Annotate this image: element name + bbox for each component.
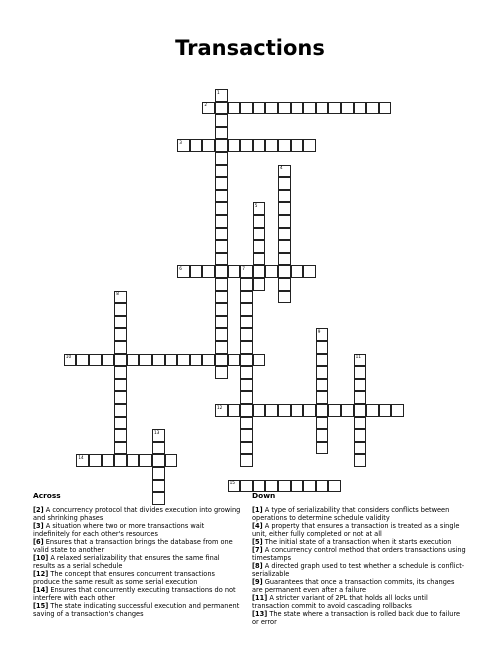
clue-across: [10] A relaxed serializability that ensures the same final results as a serial schedule [33, 554, 220, 570]
clue-across: [15] The state indicating successful execution and permanent saving of a transaction's changes [33, 602, 240, 618]
grid-cell[interactable] [316, 102, 329, 115]
grid-cell[interactable] [291, 404, 304, 417]
grid-cell[interactable] [253, 228, 266, 241]
grid-cell[interactable] [152, 354, 165, 367]
grid-cell[interactable] [354, 391, 367, 404]
grid-cell[interactable] [240, 278, 253, 291]
cell-number: 7 [242, 265, 245, 271]
grid-cell[interactable] [114, 454, 127, 467]
grid-cell[interactable] [127, 354, 140, 367]
grid-cell[interactable] [316, 404, 329, 417]
grid-cell[interactable] [139, 454, 152, 467]
grid-cell[interactable] [278, 202, 291, 215]
grid-cell[interactable] [114, 341, 127, 354]
down-heading: Down [252, 491, 276, 500]
grid-cell[interactable] [228, 480, 241, 493]
cell-number: 14 [78, 454, 84, 460]
grid-cell[interactable] [303, 102, 316, 115]
grid-cell[interactable] [228, 102, 241, 115]
grid-cell[interactable] [177, 354, 190, 367]
clue-across: [14] Ensures that concurrently executing transactions do not interfere with each other [33, 586, 236, 602]
cell-number: 1 [217, 89, 220, 95]
grid-cell[interactable] [354, 379, 367, 392]
grid-cell[interactable] [379, 102, 392, 115]
grid-cell[interactable] [215, 202, 228, 215]
cell-number: 5 [254, 202, 258, 208]
grid-cell[interactable] [265, 265, 278, 278]
grid-cell[interactable] [228, 265, 241, 278]
grid-cell[interactable] [152, 442, 165, 455]
cell-number: 6 [179, 265, 182, 271]
clue-across: [2] A concurrency protocol that divides execution into growing and shrinking phases [33, 506, 241, 522]
grid-cell[interactable] [240, 379, 253, 392]
grid-cell[interactable] [127, 454, 140, 467]
cell-number: 9 [317, 328, 321, 334]
across-clues [33, 492, 243, 618]
grid-cell[interactable] [240, 265, 253, 278]
grid-cell[interactable] [316, 354, 329, 367]
grid-cell[interactable] [278, 102, 291, 115]
grid-cell[interactable] [240, 366, 253, 379]
grid-cell[interactable] [265, 102, 278, 115]
grid-cell[interactable] [265, 139, 278, 152]
grid-cell[interactable] [114, 379, 127, 392]
grid-cell[interactable] [215, 366, 228, 379]
clue-down: [11] A stricter variant of 2PL that holds all locks until transaction commit to avoid cascading rollbacks [252, 594, 428, 610]
clue-down: [4] A property that ensures a transaction is treated as a single unit, either fully completed or not at all [252, 522, 460, 538]
grid-cell[interactable] [341, 404, 354, 417]
clue-across: [12] The concept that ensures concurrent transactions produce the same result as some serial execution [33, 570, 215, 586]
grid-cell[interactable] [316, 341, 329, 354]
grid-cell[interactable] [253, 139, 266, 152]
clue-down: [1] A type of serializability that considers conflicts between operations to determine schedule validity [252, 506, 450, 522]
grid-cell[interactable] [278, 240, 291, 253]
grid-cell[interactable] [253, 102, 266, 115]
grid-cell[interactable] [114, 354, 127, 367]
grid-cell[interactable] [391, 404, 404, 417]
grid-cell[interactable] [152, 467, 165, 480]
grid-cell[interactable] [265, 404, 278, 417]
grid-cell[interactable] [354, 442, 367, 455]
grid-cell[interactable] [328, 480, 341, 493]
grid-cell[interactable] [278, 215, 291, 228]
grid-cell[interactable] [215, 354, 228, 367]
grid-cell[interactable] [228, 354, 241, 367]
clue-down: [13] The state where a transaction is rolled back due to failure or error [252, 610, 461, 626]
grid-cell[interactable] [291, 480, 304, 493]
grid-cell[interactable] [102, 454, 115, 467]
grid-cell[interactable] [190, 354, 203, 367]
clue-down: [5] The initial state of a transaction when it starts execution [252, 538, 452, 546]
grid-cell[interactable] [215, 240, 228, 253]
grid-cell[interactable] [114, 303, 127, 316]
grid-cell[interactable] [316, 480, 329, 493]
grid-cell[interactable] [215, 253, 228, 266]
cell-number: 10 [65, 354, 72, 360]
grid-cell[interactable] [215, 215, 228, 228]
grid-cell[interactable] [303, 139, 316, 152]
grid-cell[interactable] [215, 165, 228, 178]
across-heading: Across [33, 491, 61, 500]
grid-cell[interactable] [89, 454, 102, 467]
grid-cell[interactable] [215, 316, 228, 329]
grid-cell[interactable] [228, 139, 241, 152]
grid-cell[interactable] [240, 102, 253, 115]
grid-cell[interactable] [240, 139, 253, 152]
grid-cell[interactable] [253, 278, 266, 291]
grid-cell[interactable] [366, 102, 379, 115]
grid-cell[interactable] [114, 442, 127, 455]
grid-cell[interactable] [76, 454, 89, 467]
grid-cell[interactable] [215, 291, 228, 304]
grid-cell[interactable] [89, 354, 102, 367]
grid-cell[interactable] [165, 354, 178, 367]
grid-cell[interactable] [202, 265, 215, 278]
grid-cell[interactable] [76, 354, 89, 367]
grid-cell[interactable] [328, 404, 341, 417]
grid-cell[interactable] [291, 139, 304, 152]
grid-cell[interactable] [215, 328, 228, 341]
grid-cell[interactable] [366, 404, 379, 417]
grid-cell[interactable] [114, 429, 127, 442]
grid-cell[interactable] [215, 341, 228, 354]
grid-cell[interactable] [177, 265, 190, 278]
across-clue-list [33, 506, 243, 618]
grid-cell[interactable] [215, 139, 228, 152]
grid-cell[interactable] [139, 354, 152, 367]
clue-across: [3] A situation where two or more transactions wait indefinitely for each other's resources [33, 522, 205, 538]
grid-cell[interactable] [228, 404, 241, 417]
grid-cell[interactable] [316, 442, 329, 455]
grid-cell[interactable] [190, 139, 203, 152]
grid-cell[interactable] [253, 354, 266, 367]
grid-cell[interactable] [202, 102, 215, 115]
grid-cell[interactable] [316, 366, 329, 379]
grid-cell[interactable] [278, 165, 291, 178]
grid-cell[interactable] [278, 480, 291, 493]
clue-down: [8] A directed graph used to test whether a schedule is conflict-serializable [252, 562, 465, 578]
grid-cell[interactable] [278, 177, 291, 190]
cell-number: 12 [217, 404, 223, 410]
grid-cell[interactable] [291, 102, 304, 115]
grid-cell[interactable] [316, 379, 329, 392]
grid-cell[interactable] [303, 404, 316, 417]
grid-cell[interactable] [278, 228, 291, 241]
cell-number: 3 [179, 139, 182, 145]
grid-cell[interactable] [240, 429, 253, 442]
grid-cell[interactable] [215, 127, 228, 140]
grid-cell[interactable] [253, 253, 266, 266]
grid-cell[interactable] [354, 417, 367, 430]
grid-cell[interactable] [215, 404, 228, 417]
grid-cell[interactable] [114, 404, 127, 417]
grid-cell[interactable] [303, 480, 316, 493]
grid-cell[interactable] [240, 454, 253, 467]
grid-cell[interactable] [253, 202, 266, 215]
grid-cell[interactable] [328, 102, 341, 115]
grid-cell[interactable] [190, 265, 203, 278]
down-clues [252, 492, 466, 626]
grid-cell[interactable] [215, 114, 228, 127]
cell-number: 15 [229, 480, 235, 486]
clue-down: [7] A concurrency control method that orders transactions using timestamps [252, 546, 466, 562]
grid-cell[interactable] [215, 265, 228, 278]
grid-cell[interactable] [215, 228, 228, 241]
cell-number: 4 [280, 165, 283, 171]
grid-cell[interactable] [114, 291, 127, 304]
grid-cell[interactable] [316, 328, 329, 341]
grid-cell[interactable] [303, 265, 316, 278]
grid-cell[interactable] [278, 139, 291, 152]
grid-cell[interactable] [278, 404, 291, 417]
grid-cell[interactable] [291, 265, 304, 278]
grid-cell[interactable] [102, 354, 115, 367]
grid-cell[interactable] [114, 316, 127, 329]
grid-cell[interactable] [278, 278, 291, 291]
grid-cell[interactable] [215, 303, 228, 316]
grid-cell[interactable] [152, 480, 165, 493]
grid-cell[interactable] [240, 391, 253, 404]
grid-cell[interactable] [354, 102, 367, 115]
grid-cell[interactable] [202, 139, 215, 152]
grid-cell[interactable] [114, 417, 127, 430]
grid-cell[interactable] [278, 291, 291, 304]
grid-cell[interactable] [215, 278, 228, 291]
grid-cell[interactable] [114, 366, 127, 379]
grid-cell[interactable] [215, 102, 228, 115]
grid-cell[interactable] [215, 152, 228, 165]
grid-cell[interactable] [215, 177, 228, 190]
grid-cell[interactable] [215, 89, 228, 102]
cell-number: 13 [154, 429, 160, 435]
grid-cell[interactable] [152, 454, 165, 467]
grid-cell[interactable] [341, 102, 354, 115]
grid-cell[interactable] [354, 429, 367, 442]
grid-cell[interactable] [354, 404, 367, 417]
grid-cell[interactable] [240, 480, 253, 493]
grid-cell[interactable] [240, 303, 253, 316]
grid-cell[interactable] [253, 265, 266, 278]
grid-cell[interactable] [240, 417, 253, 430]
grid-cell[interactable] [253, 404, 266, 417]
grid-cell[interactable] [316, 391, 329, 404]
grid-cell[interactable] [240, 354, 253, 367]
grid-cell[interactable] [278, 265, 291, 278]
cell-number: 8 [116, 291, 119, 297]
cell-number: 11 [355, 354, 361, 360]
grid-cell[interactable] [114, 328, 127, 341]
grid-cell[interactable] [240, 404, 253, 417]
grid-cell[interactable] [165, 454, 178, 467]
page-title: Transactions [175, 36, 325, 60]
clue-down: [9] Guarantees that once a transaction commits, its changes are permanent even after a failure [252, 578, 455, 594]
grid-cell[interactable] [316, 417, 329, 430]
grid-cell[interactable] [240, 291, 253, 304]
grid-cell[interactable] [240, 341, 253, 354]
grid-cell[interactable] [152, 429, 165, 442]
grid-cell[interactable] [177, 139, 190, 152]
grid-cell[interactable] [114, 391, 127, 404]
grid-cell[interactable] [316, 429, 329, 442]
clue-across: [6] Ensures that a transaction brings the database from one valid state to another [33, 538, 233, 554]
grid-cell[interactable] [379, 404, 392, 417]
down-clue-list [252, 506, 466, 626]
grid-cell[interactable] [253, 215, 266, 228]
grid-cell[interactable] [240, 316, 253, 329]
grid-cell[interactable] [278, 190, 291, 203]
grid-cell[interactable] [64, 354, 77, 367]
grid-cell[interactable] [215, 190, 228, 203]
grid-cell[interactable] [278, 253, 291, 266]
cell-number: 2 [204, 102, 208, 108]
grid-cell[interactable] [354, 454, 367, 467]
grid-cell[interactable] [253, 240, 266, 253]
grid-cell[interactable] [240, 328, 253, 341]
grid-cell[interactable] [354, 354, 367, 367]
grid-cell[interactable] [354, 366, 367, 379]
grid-cell[interactable] [202, 354, 215, 367]
grid-cell[interactable] [240, 442, 253, 455]
